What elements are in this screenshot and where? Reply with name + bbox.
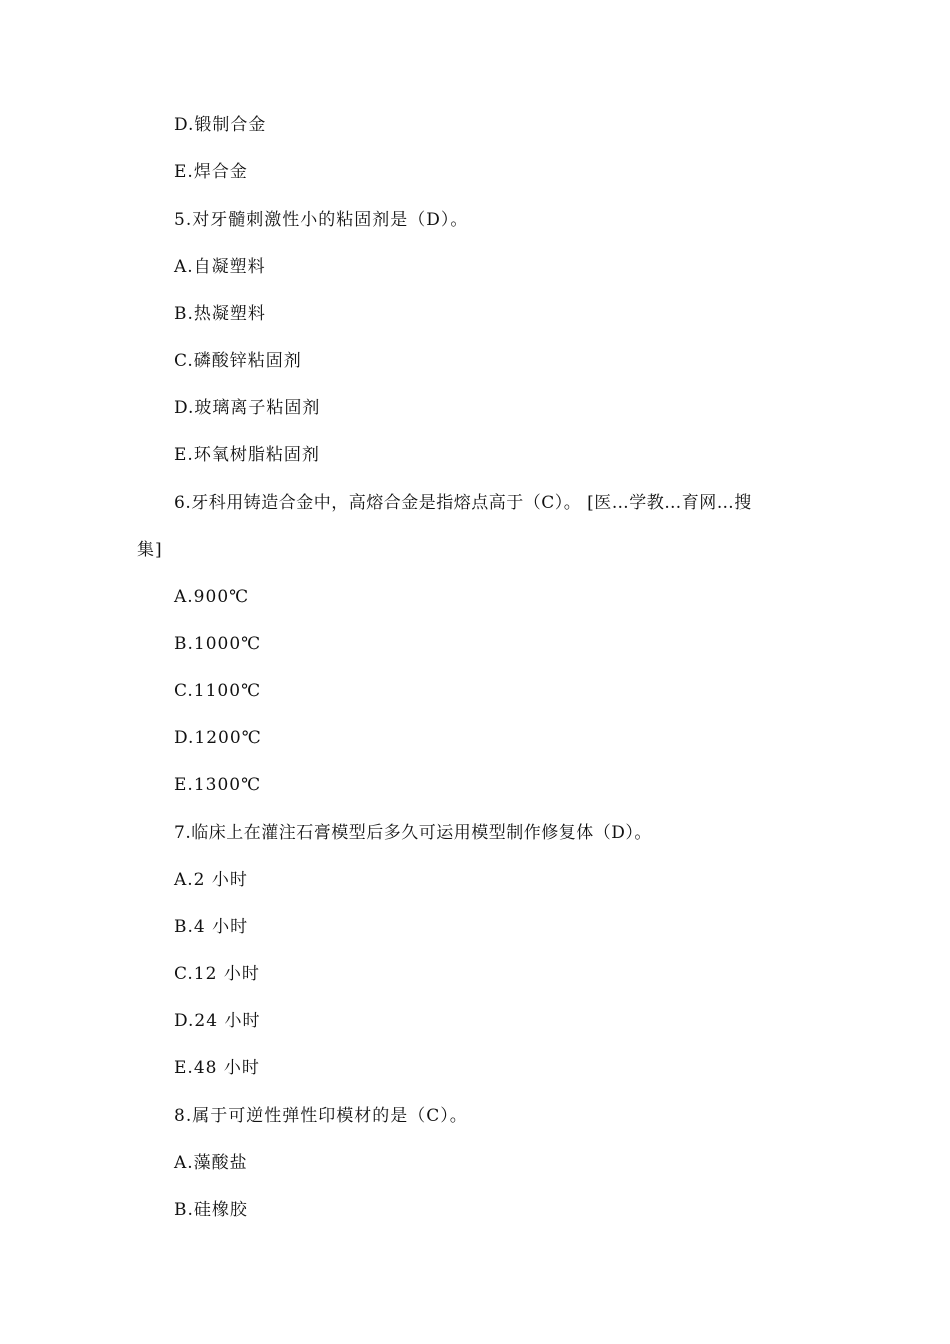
option-e-q6: E.1300℃ bbox=[174, 775, 262, 795]
option-c-q5: C.磷酸锌粘固剂 bbox=[174, 351, 302, 371]
option-e-q7: E.48 小时 bbox=[174, 1058, 260, 1078]
option-b-q7: B.4 小时 bbox=[174, 917, 249, 937]
question-6-continued: 集] bbox=[137, 540, 163, 560]
option-d-q4: D.锻制合金 bbox=[174, 115, 267, 135]
question-7: 7.临床上在灌注石膏模型后多久可运用模型制作修复体（D）。 bbox=[174, 823, 652, 843]
option-b-q6: B.1000℃ bbox=[174, 634, 262, 654]
option-a-q5: A.自凝塑料 bbox=[174, 257, 266, 277]
option-e-q5: E.环氧树脂粘固剂 bbox=[174, 445, 320, 465]
question-8: 8.属于可逆性弹性印模材的是（C）。 bbox=[174, 1106, 468, 1126]
option-a-q7: A.2 小时 bbox=[174, 870, 248, 890]
option-a-q8: A.藻酸盐 bbox=[174, 1153, 248, 1173]
option-d-q5: D.玻璃离子粘固剂 bbox=[174, 398, 321, 418]
question-6: 6.牙科用铸造合金中，高熔合金是指熔点高于（C）。 [医…学教…育网…搜 bbox=[174, 493, 752, 513]
option-b-q8: B.硅橡胶 bbox=[174, 1200, 248, 1220]
option-c-q6: C.1100℃ bbox=[174, 681, 262, 701]
option-d-q6: D.1200℃ bbox=[174, 728, 262, 748]
option-e-q4: E.焊合金 bbox=[174, 162, 248, 182]
option-d-q7: D.24 小时 bbox=[174, 1011, 261, 1031]
option-c-q7: C.12 小时 bbox=[174, 964, 260, 984]
question-5: 5.对牙髓刺激性小的粘固剂是（D）。 bbox=[174, 210, 469, 230]
option-b-q5: B.热凝塑料 bbox=[174, 304, 266, 324]
option-a-q6: A.900℃ bbox=[174, 587, 250, 607]
